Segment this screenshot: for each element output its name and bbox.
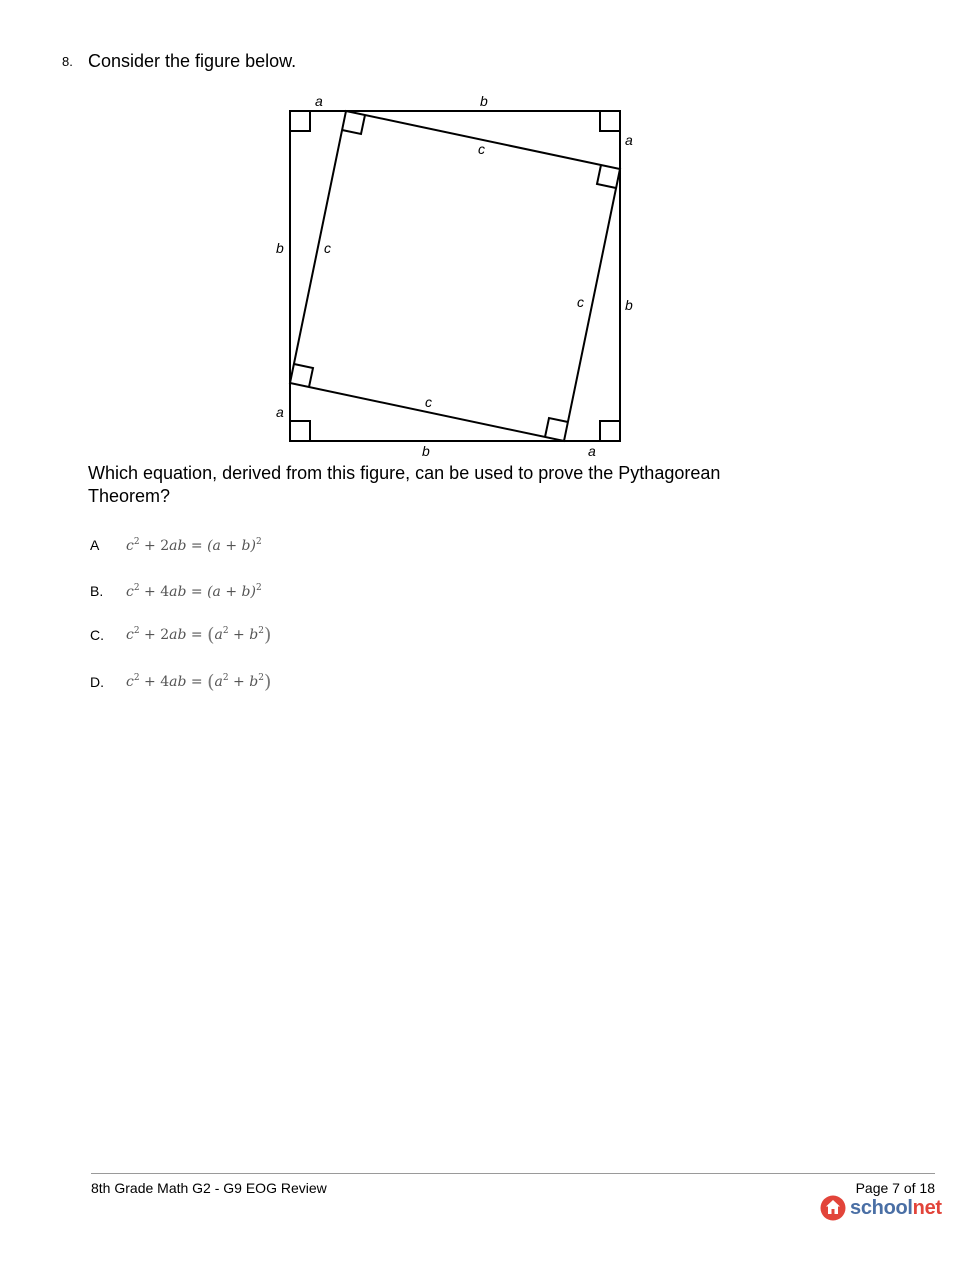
figure-svg bbox=[268, 90, 648, 462]
footer-divider bbox=[91, 1173, 935, 1174]
question-number: 8. bbox=[62, 54, 73, 69]
label-left-a: a bbox=[276, 404, 284, 420]
choice-letter: C. bbox=[90, 627, 104, 643]
logo-text: schoolnet bbox=[850, 1196, 942, 1219]
corner-mark-bottom-left bbox=[290, 421, 310, 441]
label-bottom-b: b bbox=[422, 443, 430, 459]
inner-square bbox=[290, 111, 620, 441]
corner-mark-bottom-right bbox=[600, 421, 620, 441]
corner-mark-top-right bbox=[600, 111, 620, 131]
label-c-left: c bbox=[324, 240, 331, 256]
choice-b[interactable] bbox=[90, 576, 262, 606]
choice-equation: $c^2 + 2ab = (a + b)^2$ bbox=[126, 536, 262, 554]
schoolnet-logo bbox=[820, 1195, 942, 1221]
house-icon bbox=[820, 1195, 846, 1221]
label-c-top: c bbox=[478, 141, 485, 157]
choice-equation: $c^2 + 4ab = (a + b)^2$ bbox=[126, 582, 262, 600]
choice-letter: B. bbox=[90, 583, 104, 599]
label-bottom-a: a bbox=[588, 443, 596, 459]
corner-mark-top-left bbox=[290, 111, 310, 131]
footer-title: 8th Grade Math G2 - G9 EOG Review bbox=[91, 1180, 327, 1196]
label-c-right: c bbox=[577, 294, 584, 310]
label-left-b: b bbox=[276, 240, 284, 256]
choice-letter: A bbox=[90, 537, 100, 553]
choice-c[interactable] bbox=[90, 620, 271, 650]
choice-letter: D. bbox=[90, 674, 104, 690]
question-prompt: Which equation, derived from this figure, can be used to prove the Pythagorean Theorem? bbox=[88, 463, 721, 506]
pythagorean-figure bbox=[268, 90, 648, 462]
label-c-bottom: c bbox=[425, 394, 432, 410]
question-text: Consider the figure below. bbox=[88, 51, 297, 71]
choice-a[interactable] bbox=[90, 530, 262, 560]
label-top-a: a bbox=[315, 93, 323, 109]
choice-equation: $c^2 + 2ab = (a^2 + b^2)$ bbox=[126, 624, 272, 646]
outer-square bbox=[290, 111, 620, 441]
page-number: Page 7 of 18 bbox=[855, 1180, 935, 1196]
choice-equation: $c^2 + 4ab = (a^2 + b^2)$ bbox=[126, 671, 272, 693]
label-right-a: a bbox=[625, 132, 633, 148]
label-right-b: b bbox=[625, 297, 633, 313]
label-top-b: b bbox=[480, 93, 488, 109]
choice-d[interactable] bbox=[90, 667, 271, 697]
